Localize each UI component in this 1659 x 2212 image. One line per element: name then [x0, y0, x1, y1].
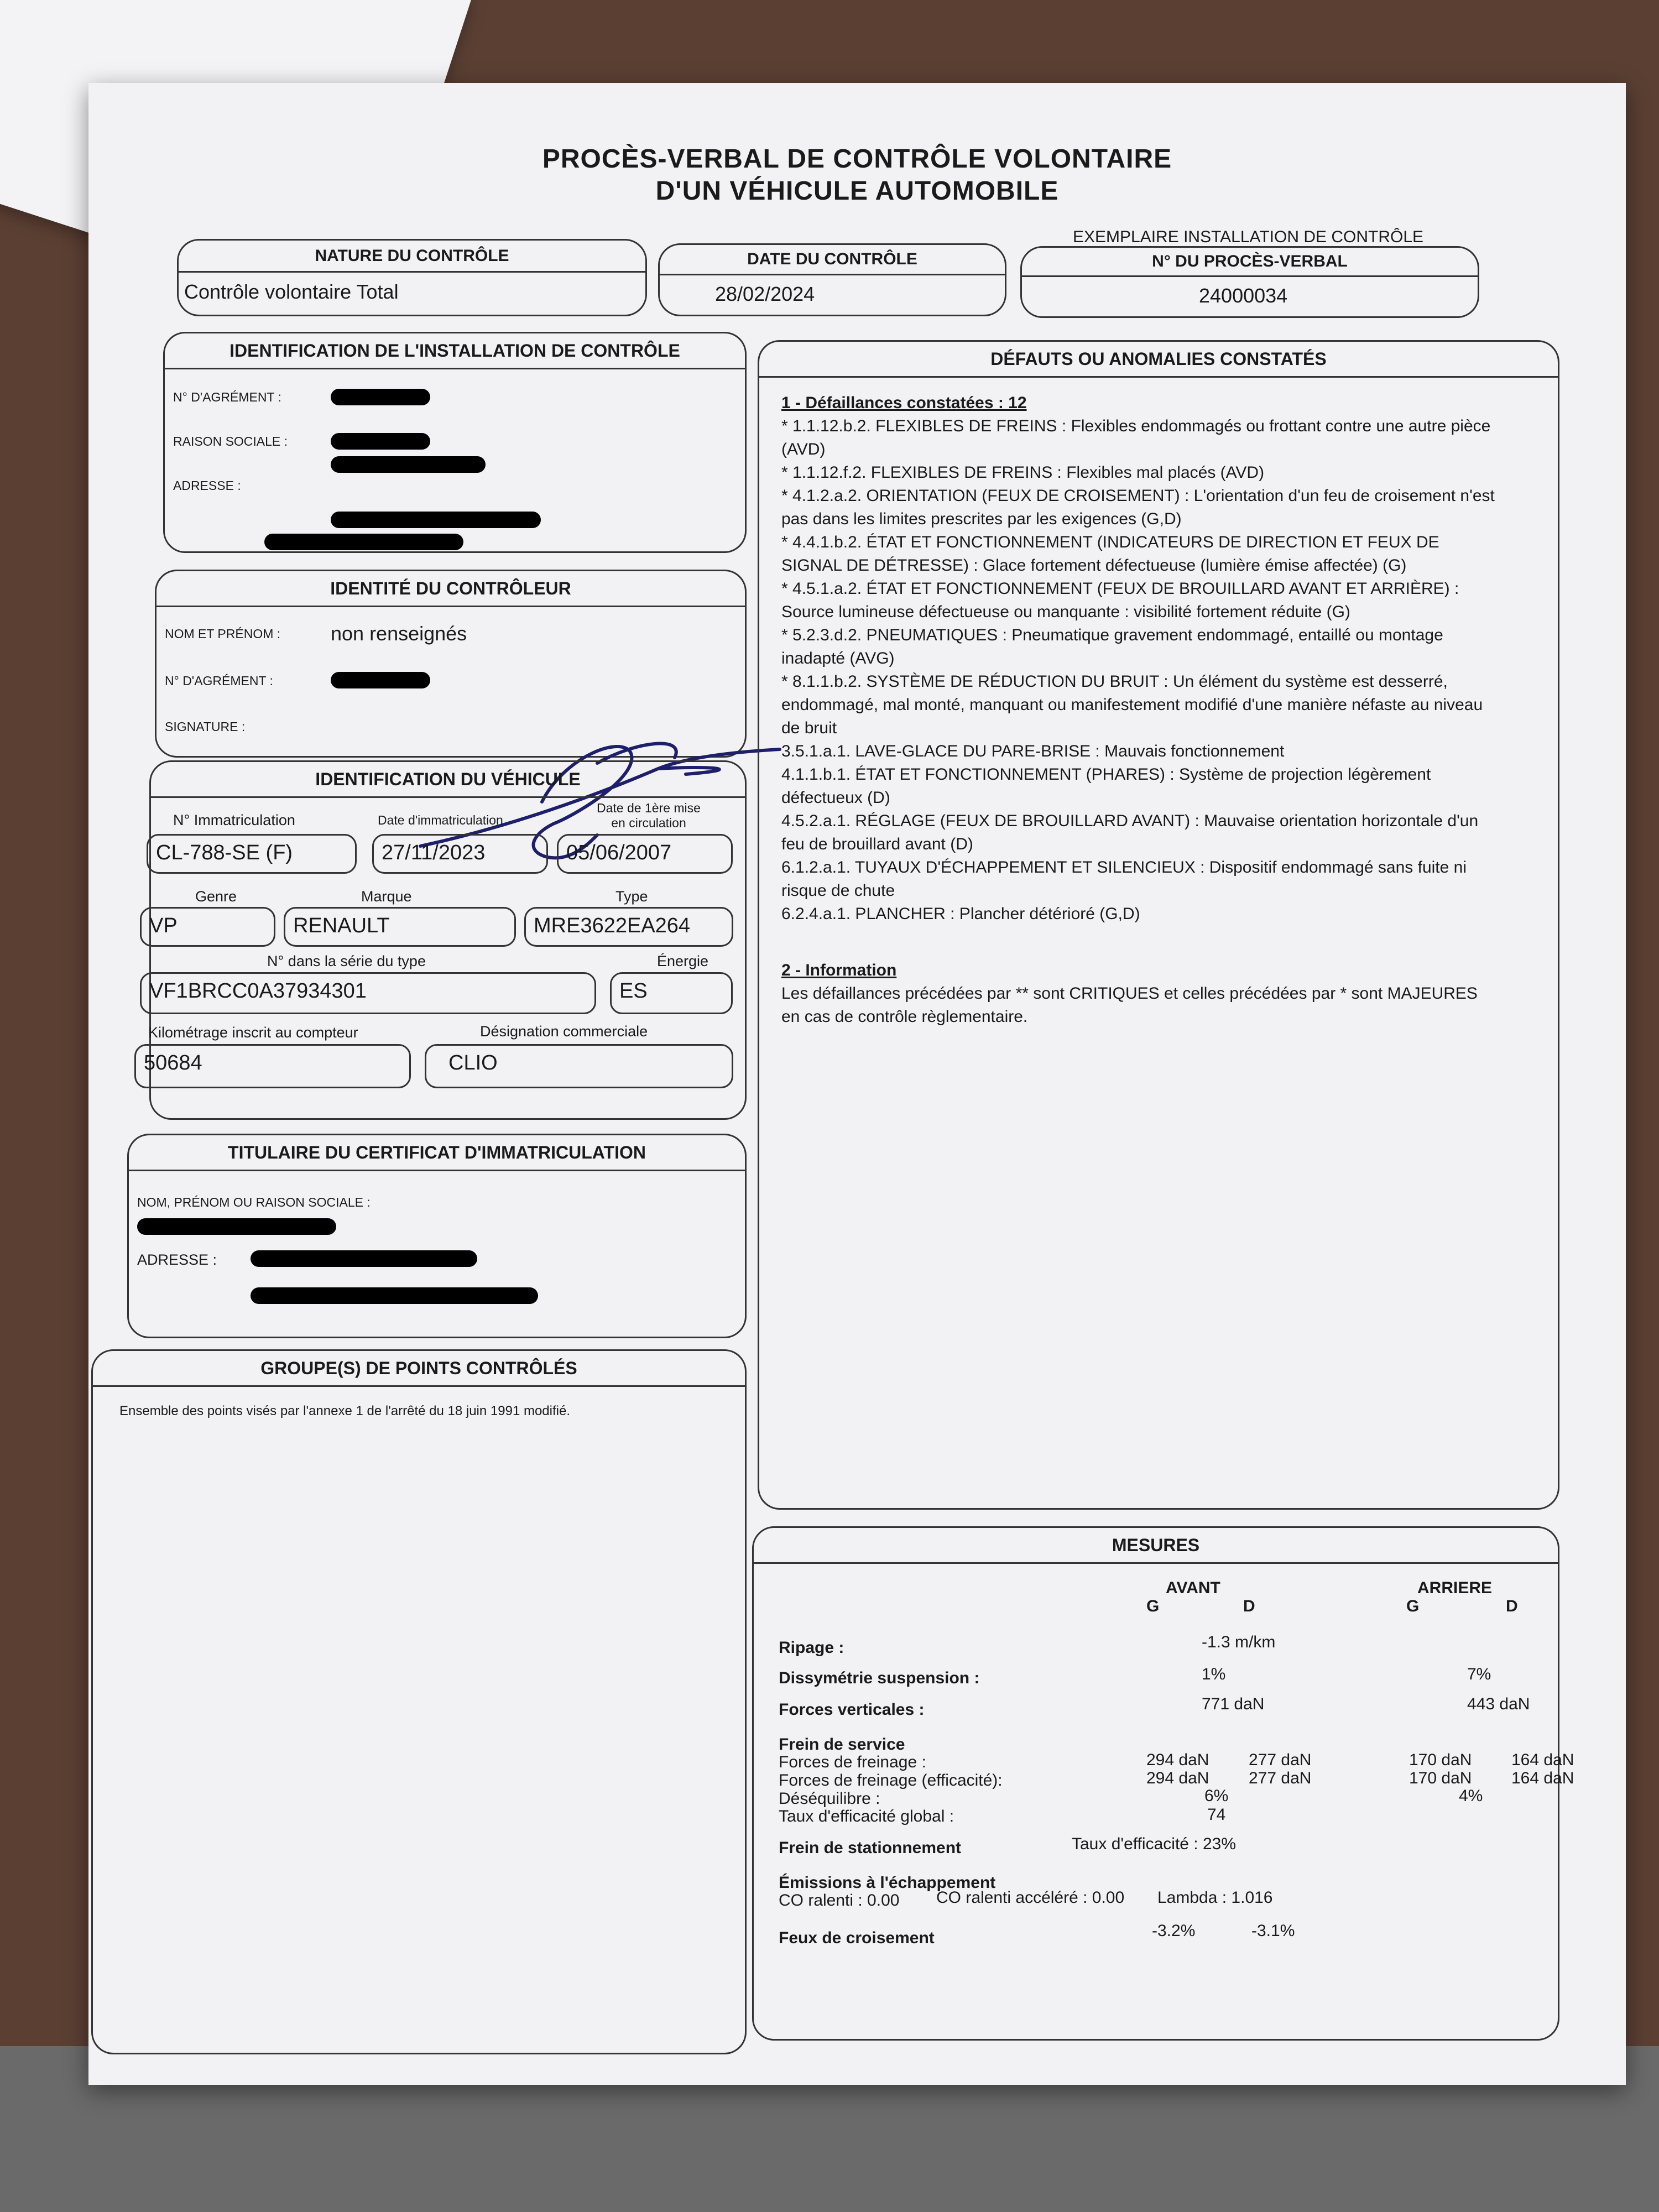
- mesures-header: MESURES: [754, 1528, 1558, 1564]
- type-label: Type: [615, 888, 648, 905]
- premiere-circulation-label: Date de 1ère mise en circulation: [597, 801, 701, 830]
- designation-field: CLIO: [425, 1044, 733, 1088]
- mesures-arriere-header: ARRIERE: [1417, 1579, 1493, 1597]
- date-immat-field: 27/11/2023: [372, 834, 548, 874]
- emissions-label: Émissions à l'échappement: [779, 1874, 996, 1892]
- mesures-avant-header: AVANT: [1166, 1579, 1220, 1597]
- redaction-mark: [331, 672, 430, 688]
- exemplaire-label: EXEMPLAIRE INSTALLATION DE CONTRÔLE: [1073, 228, 1424, 246]
- frein-stationnement-label: Frein de stationnement: [779, 1839, 962, 1857]
- defaut-item: * 4.1.2.a.2. ORIENTATION (FEUX DE CROISEMENT) : L'orientation d'un feu de croisement n'est pas dans les limites prescrites par les exigences (G,D): [781, 487, 1495, 528]
- controleur-header: IDENTITÉ DU CONTRÔLEUR: [156, 571, 745, 607]
- mesures-avant-g: G: [1146, 1597, 1160, 1615]
- nature-box: [177, 239, 647, 316]
- groupes-text: Ensemble des points visés par l'annexe 1 de l'arrêté du 18 juin 1991 modifié.: [119, 1404, 570, 1418]
- vehicule-header: IDENTIFICATION DU VÉHICULE: [151, 762, 745, 798]
- forces-verticales-label: Forces verticales :: [779, 1700, 925, 1719]
- titulaire-nom-label: NOM, PRÉNOM OU RAISON SOCIALE :: [137, 1195, 371, 1209]
- document-sheet: [88, 83, 1626, 2085]
- taux-global-label: Taux d'efficacité global :: [779, 1807, 954, 1825]
- lambda-value: Lambda : 1.016: [1157, 1888, 1273, 1907]
- km-label: Kilométrage inscrit au compteur: [148, 1024, 358, 1041]
- controleur-nom-label: NOM ET PRÉNOM :: [165, 627, 281, 641]
- defaut-item: * 5.2.3.d.2. PNEUMATIQUES : Pneumatique gravement endommagé, entaillé ou montage inadapté (AVG): [781, 626, 1443, 667]
- premiere-circulation-field: 05/06/2007: [557, 834, 733, 874]
- date-immat-label: Date d'immatriculation: [378, 813, 503, 827]
- feux-croisement-d: -3.1%: [1251, 1922, 1295, 1940]
- defaut-item: * 1.1.12.b.2. FLEXIBLES DE FREINS : Flexibles endommagés ou frottant contre une autre pièce (AVD): [781, 417, 1491, 458]
- designation-label: Désignation commerciale: [480, 1023, 648, 1040]
- dissym-arriere: 7%: [1467, 1665, 1491, 1683]
- defaut-item: 6.1.2.a.1. TUYAUX D'ÉCHAPPEMENT ET SILENCIEUX : Dispositif endommagé sans fuite ni risque de chute: [781, 858, 1467, 900]
- controleur-agrement-label: N° D'AGRÉMENT :: [165, 674, 273, 688]
- mesures-arriere-g: G: [1406, 1597, 1420, 1615]
- dissym-avant: 1%: [1202, 1665, 1226, 1683]
- vehicule-box: [144, 760, 747, 1120]
- mesures-arriere-d: D: [1506, 1597, 1518, 1615]
- co-ralenti-accelere: CO ralenti accéléré : 0.00: [936, 1888, 1125, 1907]
- ripage-value: -1.3 m/km: [1202, 1633, 1276, 1651]
- date-controle-label: DATE DU CONTRÔLE: [660, 245, 1005, 275]
- serie-field: VF1BRCC0A37934301: [140, 972, 596, 1014]
- defauts-section2-title: 2 - Information: [781, 961, 897, 979]
- marque-label: Marque: [361, 888, 412, 905]
- freinage-eff-avant-g: 294 daN: [1146, 1769, 1209, 1787]
- genre-label: Genre: [195, 888, 237, 905]
- freinage-eff-arriere-d: 164 daN: [1511, 1769, 1574, 1787]
- installation-agrement-label: N° D'AGRÉMENT :: [173, 390, 281, 404]
- immat-label: N° Immatriculation: [173, 812, 295, 828]
- redaction-mark: [331, 456, 486, 473]
- redaction-mark: [251, 1287, 538, 1304]
- controleur-nom-value: non renseignés: [331, 622, 467, 645]
- ripage-label: Ripage :: [779, 1639, 844, 1657]
- mesures-box: [752, 1526, 1574, 2041]
- defaut-item: 3.5.1.a.1. LAVE-GLACE DU PARE-BRISE : Mauvais fonctionnement: [781, 742, 1285, 760]
- type-field: MRE3622EA264: [524, 907, 733, 947]
- taux-stationnement: Taux d'efficacité : 23%: [1072, 1835, 1237, 1853]
- titulaire-header: TITULAIRE DU CERTIFICAT D'IMMATRICULATION: [129, 1135, 745, 1171]
- desequilibre-avant: 6%: [1204, 1787, 1229, 1805]
- pv-number: 24000034: [1199, 284, 1288, 307]
- installation-header: IDENTIFICATION DE L'INSTALLATION DE CONTRÔLE: [165, 333, 745, 369]
- serie-label: N° dans la série du type: [267, 953, 426, 969]
- controleur-signature-label: SIGNATURE :: [165, 719, 246, 734]
- desequilibre-label: Déséquilibre :: [779, 1790, 880, 1808]
- desequilibre-arriere: 4%: [1459, 1787, 1483, 1805]
- energie-label: Énergie: [657, 953, 709, 969]
- freinage-avant-g: 294 daN: [1146, 1751, 1209, 1769]
- pv-label: N° DU PROCÈS-VERBAL: [1022, 248, 1478, 277]
- defaut-item: 6.2.4.a.1. PLANCHER : Plancher détérioré (G,D): [781, 905, 1140, 923]
- forces-verticales-arriere: 443 daN: [1467, 1695, 1530, 1713]
- nature-value: Contrôle volontaire Total: [184, 280, 399, 303]
- defaut-item: * 4.4.1.b.2. ÉTAT ET FONCTIONNEMENT (INDICATEURS DE DIRECTION ET FEUX DE SIGNAL DE DÉTRESSE) : Glace fortement défectueuse (lumière émise affectée) (G): [781, 533, 1439, 575]
- forces-freinage-eff-label: Forces de freinage (efficacité):: [779, 1771, 1003, 1790]
- marque-field: RENAULT: [284, 907, 516, 947]
- defaut-item: * 8.1.1.b.2. SYSTÈME DE RÉDUCTION DU BRUIT : Un élément du système est desserré, endommagé, mal monté, manquant ou manifestement modifié d'une manière néfaste au niveau de bruit: [781, 672, 1483, 737]
- defauts-box: [758, 340, 1559, 1510]
- redaction-mark: [331, 433, 430, 450]
- installation-adresse-label: ADRESSE :: [173, 478, 241, 493]
- defauts-list: [781, 392, 1500, 1029]
- forces-freinage-label: Forces de freinage :: [779, 1753, 926, 1771]
- forces-verticales-avant: 771 daN: [1202, 1695, 1265, 1713]
- doc-title-line1: PROCÈS-VERBAL DE CONTRÔLE VOLONTAIRE: [542, 144, 1172, 174]
- defauts-header: DÉFAUTS OU ANOMALIES CONSTATÉS: [759, 342, 1558, 378]
- freinage-arriere-d: 164 daN: [1511, 1751, 1574, 1769]
- freinage-eff-arriere-g: 170 daN: [1409, 1769, 1472, 1787]
- redaction-mark: [251, 1250, 477, 1267]
- redaction-mark: [331, 512, 541, 528]
- installation-raison-label: RAISON SOCIALE :: [173, 434, 288, 448]
- redaction-mark: [137, 1218, 336, 1235]
- groupes-box: [91, 1349, 747, 2054]
- defaut-item: * 4.5.1.a.2. ÉTAT ET FONCTIONNEMENT (FEUX DE BROUILLARD AVANT ET ARRIÈRE) : Source lumineuse défectueuse ou manquante : visibilité fortement réduite (G): [781, 580, 1459, 621]
- genre-field: VP: [140, 907, 275, 947]
- titulaire-adresse-label: ADRESSE :: [137, 1251, 217, 1268]
- taux-global-value: 74: [1207, 1806, 1226, 1824]
- date-controle-value: 28/02/2024: [715, 283, 815, 305]
- energie-field: ES: [610, 972, 733, 1014]
- defaut-item: * 1.1.12.f.2. FLEXIBLES DE FREINS : Flexibles mal placés (AVD): [781, 463, 1265, 482]
- mesures-avant-d: D: [1243, 1597, 1255, 1615]
- groupes-header: GROUPE(S) DE POINTS CONTRÔLÉS: [93, 1351, 745, 1387]
- feux-croisement-label: Feux de croisement: [779, 1929, 935, 1947]
- titulaire-box: [127, 1134, 747, 1338]
- redaction-mark: [331, 389, 430, 405]
- immat-field: CL-788-SE (F): [147, 834, 357, 874]
- date-controle-box: [658, 243, 1006, 316]
- defauts-section1-title: 1 - Défaillances constatées : 12: [781, 394, 1027, 412]
- frein-service-label: Frein de service: [779, 1735, 905, 1754]
- co-ralenti: CO ralenti : 0.00: [779, 1891, 900, 1910]
- freinage-eff-avant-d: 277 daN: [1249, 1769, 1312, 1787]
- feux-croisement-g: -3.2%: [1152, 1922, 1196, 1940]
- dissym-label: Dissymétrie suspension :: [779, 1669, 980, 1687]
- freinage-avant-d: 277 daN: [1249, 1751, 1312, 1769]
- redaction-mark: [264, 534, 463, 550]
- installation-box: [163, 332, 747, 553]
- freinage-arriere-g: 170 daN: [1409, 1751, 1472, 1769]
- km-field: 50684: [134, 1044, 411, 1088]
- defaut-item: 4.1.1.b.1. ÉTAT ET FONCTIONNEMENT (PHARES) : Système de projection légèrement défectueux (D): [781, 765, 1431, 807]
- defauts-section2-text: Les défaillances précédées par ** sont CRITIQUES et celles précédées par * sont MAJEURES en cas de contrôle règlementaire.: [781, 984, 1478, 1026]
- defaut-item: 4.5.2.a.1. RÉGLAGE (FEUX DE BROUILLARD AVANT) : Mauvaise orientation horizontale d'un feu de brouillard avant (D): [781, 812, 1479, 853]
- nature-label: NATURE DU CONTRÔLE: [179, 241, 645, 273]
- pv-box: [1020, 246, 1479, 318]
- doc-title-line2: D'UN VÉHICULE AUTOMOBILE: [655, 176, 1059, 206]
